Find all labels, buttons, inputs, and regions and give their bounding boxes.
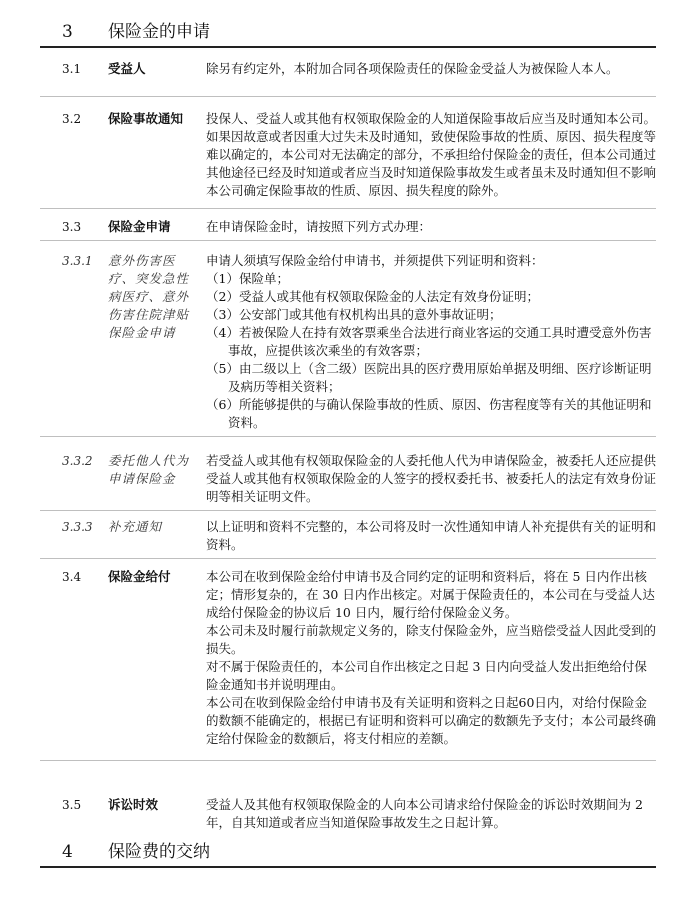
clause-number: 3.3.2: [62, 454, 93, 468]
list-item: （5）由二级以上（含二级）医院出具的医疗费用原始单据及明细、医疗诊断证明及病历等相关资料；: [206, 361, 652, 394]
clause-body: [206, 218, 656, 236]
clause-title: 受益人: [108, 61, 146, 76]
list-item: （6）所能够提供的与确认保险事故的性质、原因、伤害程度等有关的其他证明和资料。: [206, 397, 652, 430]
clause-paragraph: 若受益人或其他有权领取保险金的人委托他人代为申请保险金，被委托人还应提供受益人或其他有权领取保险金的人签字的授权委托书、被委托人的法定有效身份证明等相关证明文件。: [206, 453, 657, 504]
clause-3-3-1: [40, 252, 656, 437]
section-title: 保险费的交纳: [108, 842, 210, 862]
section-number: 4: [62, 842, 73, 862]
clause-paragraph: 本公司在收到保险金给付申请书及合同约定的证明和资料后，将在 5 日内作出核定；情形复杂的，在 30 日内作出核定。对属于保险责任的，本公司在与受益人达成给付保险金的协议后 10 日内，履行给付保险金义务。: [206, 569, 655, 620]
section-title: 保险金的申请: [108, 22, 210, 42]
list-item: （4）若被保险人在持有效客票乘坐合法进行商业客运的交通工具时遭受意外伤害事故，应提供该次乘坐的有效客票；: [206, 325, 652, 358]
clause-title: 委托他人代为申请保险金: [108, 453, 190, 486]
section-number: 3: [62, 22, 73, 42]
clause-number: 3.3.1: [62, 254, 93, 268]
clause-paragraph: 受益人及其他有权领取保险金的人向本公司请求给付保险金的诉讼时效期间为 2 年，自其知道或者应当知道保险事故发生之日起计算。: [206, 797, 643, 830]
section-heading: [40, 838, 656, 868]
clause-paragraph: 对不属于保险责任的，本公司自作出核定之日起 3 日内向受益人发出拒绝给付保险金通知书并说明理由。: [206, 659, 647, 692]
clause-body: [206, 518, 656, 554]
clause-3-3-3: [40, 518, 656, 559]
clause-number: 3.5: [62, 798, 82, 812]
clause-3-1: [40, 60, 656, 97]
list-item: （3）公安部门或其他有权机构出具的意外事故证明；: [206, 307, 502, 322]
clause-body: [206, 452, 656, 506]
clause-body: [206, 252, 656, 432]
clause-3-3-2: [40, 452, 656, 511]
clause-number: 3.1: [62, 62, 82, 76]
clause-3-4: [40, 568, 656, 761]
clause-3-3: [40, 218, 656, 241]
clause-body: [206, 796, 656, 832]
clause-paragraph: 申请人须填写保险金给付申请书，并须提供下列证明和资料：: [206, 253, 544, 268]
clause-number: 3.4: [62, 570, 82, 584]
clause-title: 诉讼时效: [108, 797, 159, 812]
clause-3-2: [40, 110, 656, 209]
clause-title: 保险事故通知: [108, 111, 184, 126]
clause-body: [206, 60, 656, 78]
clause-paragraph: 在申请保险金时，请按照下列方式办理：: [206, 219, 432, 234]
list-item: （1）保险单；: [206, 271, 289, 286]
clause-body: [206, 110, 656, 200]
clause-3-5: [40, 796, 656, 834]
clause-title: 补充通知: [108, 519, 163, 534]
clause-paragraph: 本公司未及时履行前款规定义务的，除支付保险金外，应当赔偿受益人因此受到的损失。: [206, 623, 657, 656]
clause-paragraph: 投保人、受益人或其他有权领取保险金的人知道保险事故后应当及时通知本公司。如果因故意或者因重大过失未及时通知，致使保险事故的性质、原因、损失程度等难以确定的，本公司对无法确定的部分，不承担给付保险金的责任，但本公司通过其他途径已经及时知道或者应当及时知道保险事故发生或者虽未及时通知但不影响本公司确定保险事故的性质、原因、损失程度的除外。: [206, 111, 657, 198]
list-item: （2）受益人或其他有权领取保险金的人法定有效身份证明；: [206, 289, 539, 304]
clause-title: 保险金给付: [108, 569, 171, 584]
clause-paragraph: 以上证明和资料不完整的，本公司将及时一次性通知申请人补充提供有关的证明和资料。: [206, 519, 657, 552]
clause-title: 意外伤害医疗、突发急性病医疗、意外伤害住院津贴保险金申请: [108, 253, 190, 340]
clause-body: [206, 568, 656, 748]
clause-paragraph: 本公司在收到保险金给付申请书及有关证明和资料之日起60日内，对给付保险金的数额不能确定的，根据已有证明和资料可以确定的数额先予支付；本公司最终确定给付保险金的数额后，将支付相应的差额。: [206, 695, 657, 746]
clause-paragraph: 除另有约定外，本附加合同各项保险责任的保险金受益人为被保险人本人。: [206, 61, 619, 76]
clause-number: 3.2: [62, 112, 82, 126]
clause-title: 保险金申请: [108, 219, 171, 234]
clause-number: 3.3.3: [62, 520, 93, 534]
section-heading: [40, 18, 656, 48]
clause-number: 3.3: [62, 220, 82, 234]
